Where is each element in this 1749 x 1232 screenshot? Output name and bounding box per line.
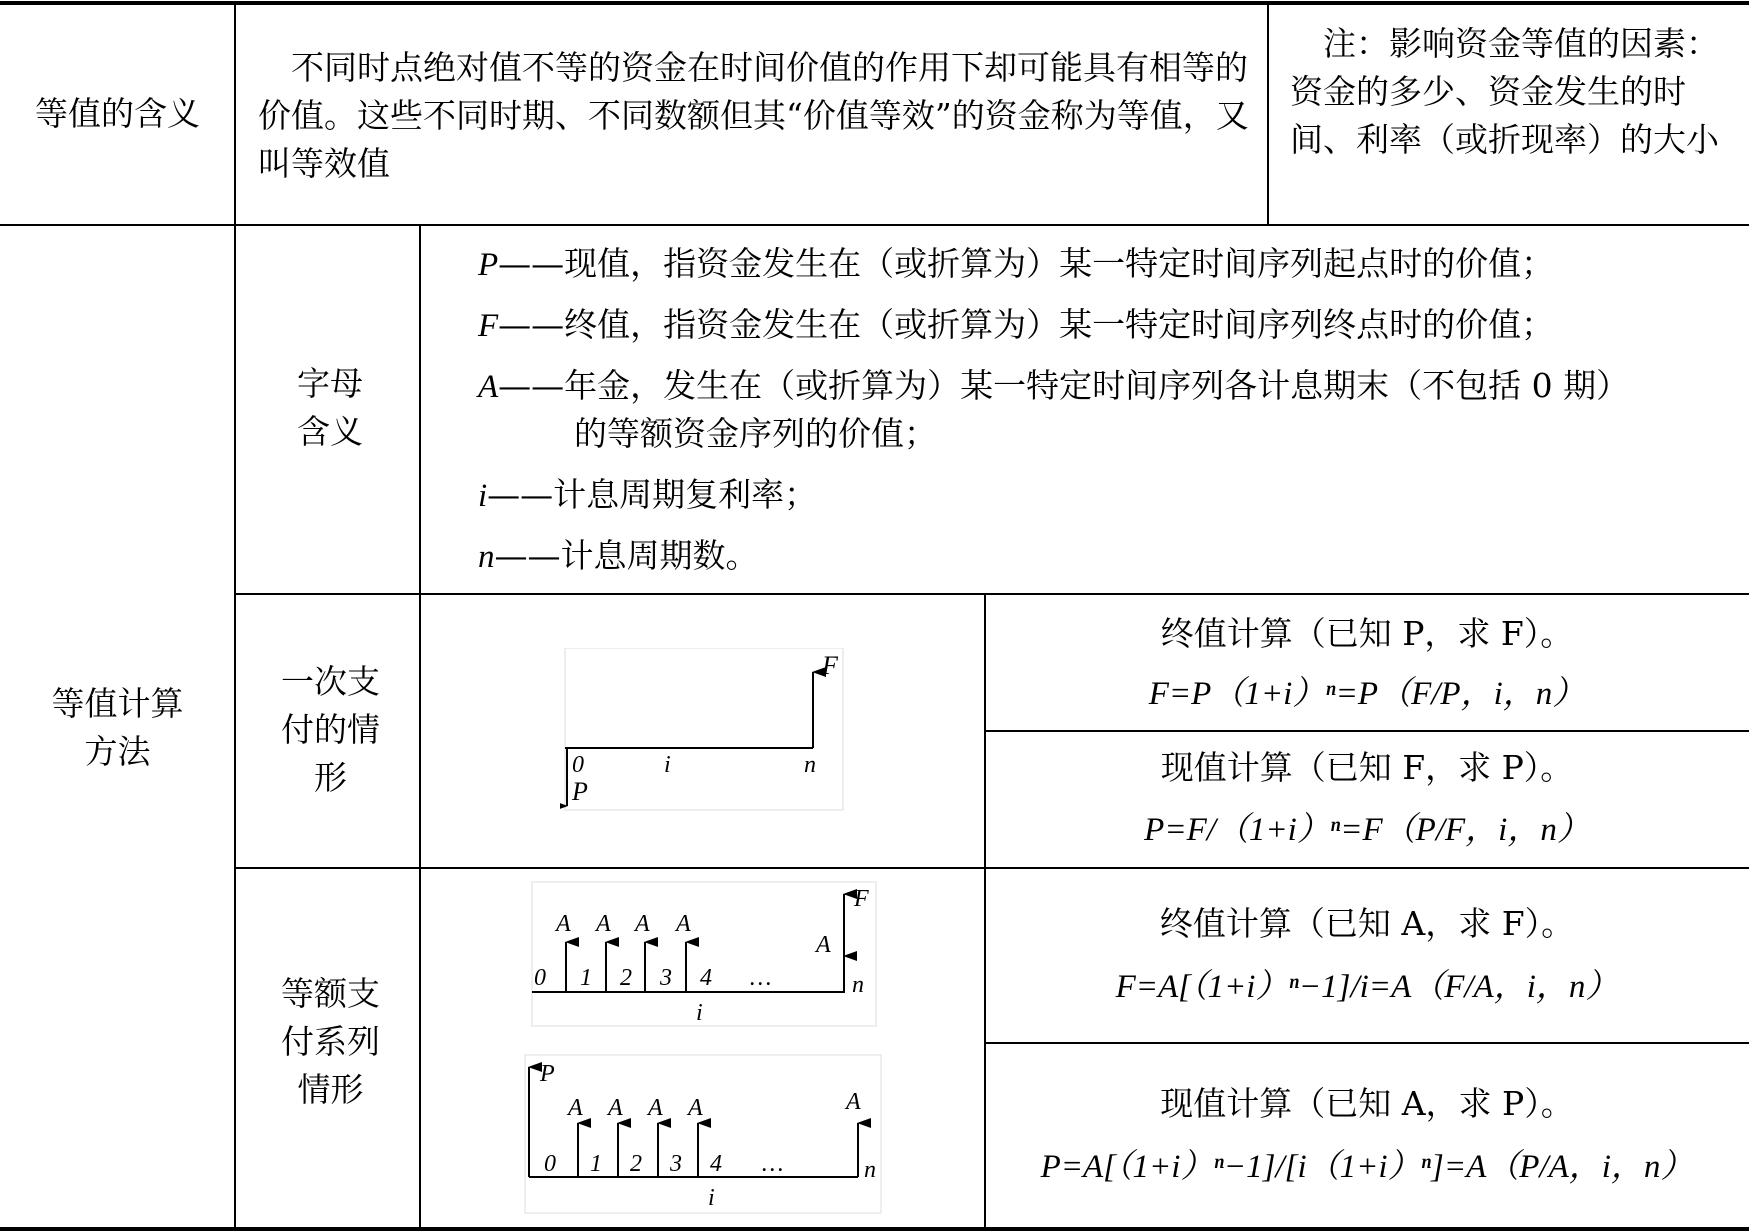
tick-3: 3 (670, 1151, 682, 1177)
rate-label: i (696, 1000, 703, 1026)
letter-p-line (478, 240, 1554, 289)
letter-a-symbol: A (478, 369, 499, 405)
present-label: P (540, 1061, 555, 1087)
annuity-label-2: A (608, 1095, 623, 1121)
single-fv-formula: F=P（1+i）ⁿ=P（F/P，i，n） (1148, 676, 1586, 712)
letter-i-text: ——计息周期复利率； (487, 475, 818, 514)
letter-n-symbol: n (478, 539, 495, 575)
single-payment-label: 一次支付的情形 (281, 662, 380, 797)
tick-2: 2 (630, 1151, 642, 1177)
end-label: n (852, 972, 864, 998)
annuity-label-2: A (596, 911, 611, 937)
equivalence-note: 注：影响资金等值的因素：资金的多少、资金发生的时间、利率（或折现率）的大小 (1290, 24, 1719, 159)
annuity-label-3: A (648, 1095, 663, 1121)
tick-ellipsis: … (750, 965, 772, 991)
series-pv-cashflow-diagram (520, 1053, 885, 1218)
series-fv-title: 终值计算（已知 A，求 F）。 (1159, 904, 1575, 943)
equivalence-meaning-label: 等值的含义 (35, 94, 200, 133)
tick-4: 4 (710, 1151, 722, 1177)
single-pv-title: 现值计算（已知 F，求 P）。 (1160, 748, 1574, 787)
label-top: F (822, 651, 838, 680)
tick-ellipsis: … (762, 1151, 784, 1177)
end-label: n (864, 1157, 876, 1183)
letter-n-text: ——计息周期数。 (494, 536, 759, 575)
label-end: n (804, 752, 816, 778)
letter-i-line (478, 471, 817, 520)
series-fv-formula: F=A[（1+i）ⁿ−1]/i=A（F/A，i，n） (1115, 969, 1619, 1005)
tick-0: 0 (544, 1151, 556, 1177)
single-fv-title: 终值计算（已知 P，求 F）。 (1160, 614, 1574, 653)
equal-series-label: 等额支付系列情形 (281, 974, 380, 1109)
annuity-label-1: A (556, 911, 571, 937)
annuity-label-1: A (568, 1095, 583, 1121)
equivalence-definition: 不同时点绝对值不等的资金在时间价值的作用下却可能具有相等的价值。这些不同时期、不同数额但其“价值等效”的资金称为等值，又叫等效值 (258, 48, 1249, 183)
single-payment-cashflow-diagram (560, 648, 850, 813)
letter-meaning-label: 字母含义 (297, 364, 363, 451)
annuity-label-n: A (846, 1089, 861, 1115)
annuity-label-4: A (676, 911, 691, 937)
annuity-label-3: A (635, 911, 650, 937)
tick-1: 1 (580, 965, 592, 991)
letter-f-line (478, 301, 1554, 350)
annuity-label-4: A (688, 1095, 703, 1121)
letter-a-text: ——年金，发生在（或折算为）某一特定时间序列各计息期末（不包括 0 期） (498, 366, 1630, 405)
tick-2: 2 (620, 965, 632, 991)
letter-n-line (478, 532, 759, 581)
tick-4: 4 (700, 965, 712, 991)
letter-f-symbol: F (478, 308, 499, 344)
letter-a-line (478, 362, 1629, 411)
series-fv-cashflow-diagram (530, 880, 880, 1030)
letter-f-text: ——终值，指资金发生在（或折算为）某一特定时间序列终点时的价值； (498, 305, 1555, 344)
letter-i-symbol: i (478, 478, 488, 514)
rate-label: i (708, 1185, 715, 1211)
label-rate: i (664, 752, 671, 778)
single-pv-formula: P=F/（1+i）ⁿ=F（P/F，i，n） (1144, 812, 1590, 848)
label-start: 0 (572, 752, 584, 778)
letter-p-symbol: P (478, 247, 499, 283)
letter-p-text: ——现值，指资金发生在（或折算为）某一特定时间序列起点时的价值； (498, 244, 1555, 283)
label-bottom: P (572, 777, 588, 806)
tick-3: 3 (660, 965, 672, 991)
annuity-label-n: A (816, 932, 831, 958)
tick-0: 0 (534, 965, 546, 991)
tick-1: 1 (590, 1151, 602, 1177)
series-pv-title: 现值计算（已知 A，求 P）。 (1160, 1084, 1574, 1123)
letter-a-continuation: 的等额资金序列的价值； (574, 414, 937, 453)
calculation-method-label: 等值计算方法 (51, 684, 184, 771)
future-label: F (854, 886, 869, 912)
series-pv-formula: P=A[（1+i）ⁿ−1]/[i（1+i）ⁿ]=A（P/A，i，n） (1040, 1149, 1694, 1185)
